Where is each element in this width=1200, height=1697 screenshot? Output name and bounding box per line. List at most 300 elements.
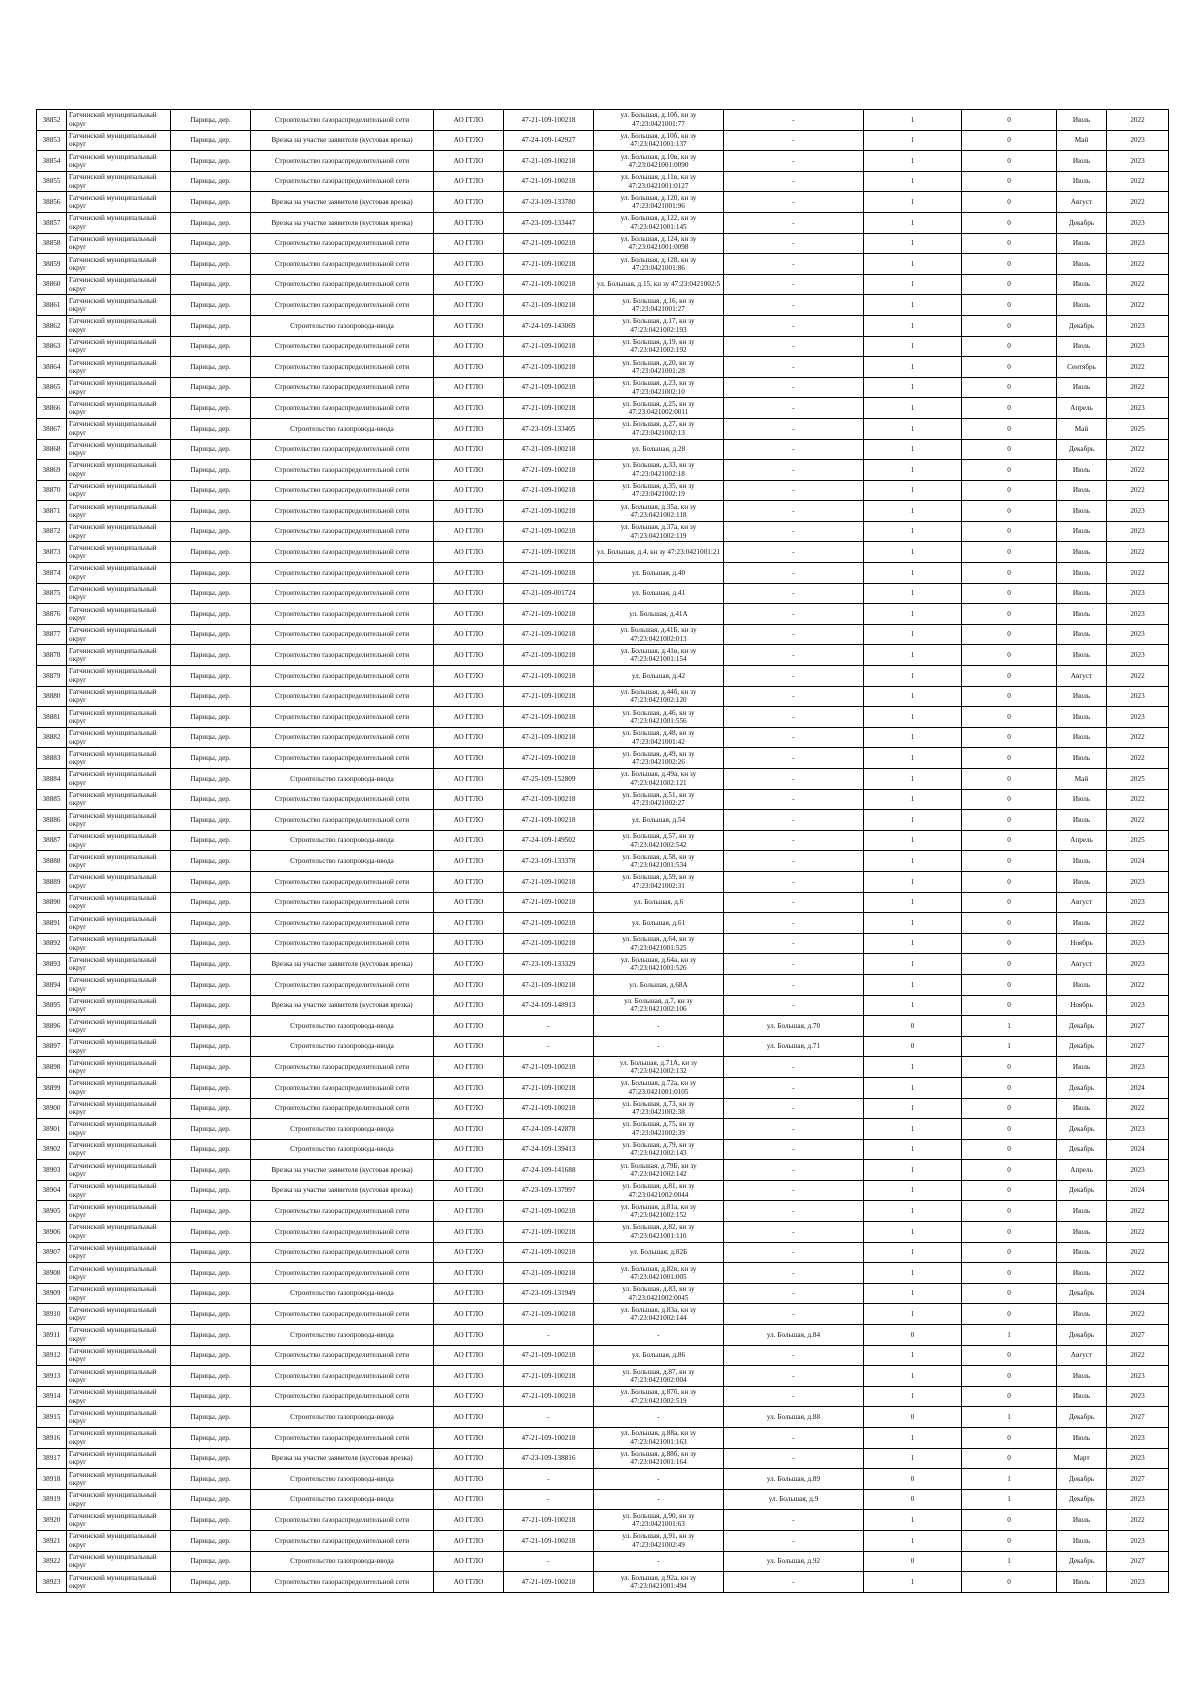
cell-address-connected: ул. Большая, д.49а, кн зу 47:23:0421002:121: [594, 769, 724, 790]
cell-contract-number: 47-21-109-100218: [504, 789, 594, 810]
cell-contract-number: 47-21-109-100218: [504, 666, 594, 687]
cell-address-connected: ул. Большая, д.25, кн зу 47:23:0421002:0011: [594, 398, 724, 419]
cell-settlement: Парицы, дер.: [171, 460, 251, 481]
cell-organization: АО ГГЛО: [434, 707, 504, 728]
cell-organization: АО ГГЛО: [434, 1160, 504, 1181]
cell-month: Июль: [1057, 171, 1107, 192]
cell-count-connected: 0: [864, 1036, 962, 1057]
cell-settlement: Парицы, дер.: [171, 892, 251, 913]
cell-organization: АО ГГЛО: [434, 1428, 504, 1449]
cell-month: Ноябрь: [1057, 933, 1107, 954]
cell-organization: АО ГГЛО: [434, 233, 504, 254]
cell-row-number: 38903: [37, 1160, 67, 1181]
cell-row-number: 38906: [37, 1222, 67, 1243]
cell-address-connected: ул. Большая, д.59, кн зу 47:23:0421002:31: [594, 871, 724, 892]
cell-year: 2022: [1107, 357, 1169, 378]
cell-month: Декабрь: [1057, 1407, 1107, 1428]
cell-address-planned: -: [724, 624, 864, 645]
cell-month: Июль: [1057, 542, 1107, 563]
cell-work-type: Строительство газораспределительной сети: [251, 1428, 434, 1449]
cell-count-connected: 1: [864, 604, 962, 625]
table-row: [37, 1510, 1169, 1531]
table-row: [37, 110, 1169, 131]
cell-row-number: 38874: [37, 563, 67, 584]
cell-work-type: Строительство газопровода-ввода: [251, 1119, 434, 1140]
cell-contract-number: -: [504, 1551, 594, 1572]
cell-address-connected: ул. Большая, д.41в, кн зу 47:23:0421001:154: [594, 645, 724, 666]
cell-year: 2024: [1107, 1139, 1169, 1160]
cell-address-connected: ул. Большая, д.88б, кн зу 47:23:0421001:164: [594, 1448, 724, 1469]
table-row: [37, 439, 1169, 460]
table-row: [37, 501, 1169, 522]
cell-contract-number: 47-21-109-100218: [504, 686, 594, 707]
cell-settlement: Парицы, дер.: [171, 563, 251, 584]
cell-month: Июль: [1057, 624, 1107, 645]
cell-address-planned: -: [724, 604, 864, 625]
table-row: [37, 1530, 1169, 1551]
cell-row-number: 38919: [37, 1489, 67, 1510]
cell-count-planned: 0: [962, 1366, 1057, 1387]
cell-row-number: 38876: [37, 604, 67, 625]
cell-year: 2022: [1107, 1222, 1169, 1243]
cell-organization: АО ГГЛО: [434, 1304, 504, 1325]
cell-count-connected: 1: [864, 501, 962, 522]
cell-work-type: Строительство газораспределительной сети: [251, 501, 434, 522]
cell-count-planned: 0: [962, 501, 1057, 522]
cell-row-number: 38882: [37, 727, 67, 748]
cell-organization: АО ГГЛО: [434, 1572, 504, 1593]
cell-organization: АО ГГЛО: [434, 377, 504, 398]
cell-address-connected: ул. Большая, д.61: [594, 913, 724, 934]
cell-address-planned: -: [724, 810, 864, 831]
table-row: [37, 871, 1169, 892]
cell-year: 2023: [1107, 1057, 1169, 1078]
cell-row-number: 38916: [37, 1428, 67, 1449]
cell-count-planned: 1: [962, 1016, 1057, 1037]
table-row: [37, 624, 1169, 645]
cell-month: Декабрь: [1057, 1077, 1107, 1098]
cell-count-planned: 1: [962, 1407, 1057, 1428]
cell-work-type: Строительство газораспределительной сети: [251, 1263, 434, 1284]
cell-organization: АО ГГЛО: [434, 954, 504, 975]
cell-settlement: Парицы, дер.: [171, 954, 251, 975]
cell-contract-number: 47-24-109-142927: [504, 130, 594, 151]
cell-settlement: Парицы, дер.: [171, 1263, 251, 1284]
cell-district: Гатчинский муниципальный округ: [67, 913, 171, 934]
cell-count-connected: 1: [864, 1345, 962, 1366]
cell-work-type: Строительство газораспределительной сети: [251, 233, 434, 254]
cell-settlement: Парицы, дер.: [171, 1036, 251, 1057]
cell-district: Гатчинский муниципальный округ: [67, 418, 171, 439]
cell-organization: АО ГГЛО: [434, 357, 504, 378]
cell-settlement: Парицы, дер.: [171, 604, 251, 625]
cell-year: 2022: [1107, 254, 1169, 275]
cell-row-number: 38921: [37, 1530, 67, 1551]
table-row: [37, 315, 1169, 336]
cell-row-number: 38918: [37, 1469, 67, 1490]
cell-organization: АО ГГЛО: [434, 1448, 504, 1469]
cell-row-number: 38907: [37, 1242, 67, 1263]
cell-settlement: Парицы, дер.: [171, 1139, 251, 1160]
cell-row-number: 38870: [37, 480, 67, 501]
cell-address-connected: ул. Большая, д.75, кн зу 47:23:0421002:39: [594, 1119, 724, 1140]
cell-organization: АО ГГЛО: [434, 1119, 504, 1140]
cell-year: 2023: [1107, 686, 1169, 707]
cell-row-number: 38923: [37, 1572, 67, 1593]
cell-address-planned: -: [724, 110, 864, 131]
cell-address-connected: ул. Большая, д.128, кн зу 47:23:0421001:86: [594, 254, 724, 275]
cell-count-connected: 1: [864, 542, 962, 563]
cell-organization: АО ГГЛО: [434, 192, 504, 213]
cell-contract-number: 47-21-109-100218: [504, 151, 594, 172]
cell-year: 2022: [1107, 1098, 1169, 1119]
cell-district: Гатчинский муниципальный округ: [67, 974, 171, 995]
cell-work-type: Строительство газораспределительной сети: [251, 171, 434, 192]
cell-contract-number: 47-21-109-100218: [504, 521, 594, 542]
cell-organization: АО ГГЛО: [434, 1489, 504, 1510]
cell-organization: АО ГГЛО: [434, 1180, 504, 1201]
cell-month: Июль: [1057, 1222, 1107, 1243]
cell-district: Гатчинский муниципальный округ: [67, 1016, 171, 1037]
cell-district: Гатчинский муниципальный округ: [67, 1386, 171, 1407]
cell-address-connected: ул. Большая, д.7, кн зу 47:23:0421002:106: [594, 995, 724, 1016]
cell-address-planned: -: [724, 295, 864, 316]
cell-district: Гатчинский муниципальный округ: [67, 871, 171, 892]
cell-district: Гатчинский муниципальный округ: [67, 460, 171, 481]
cell-year: 2023: [1107, 1386, 1169, 1407]
table-row: [37, 954, 1169, 975]
cell-organization: АО ГГЛО: [434, 748, 504, 769]
cell-year: 2023: [1107, 151, 1169, 172]
cell-address-connected: ул. Большая, д.35а, кн зу 47:23:0421002:118: [594, 501, 724, 522]
cell-organization: АО ГГЛО: [434, 398, 504, 419]
cell-address-planned: -: [724, 1448, 864, 1469]
cell-work-type: Строительство газораспределительной сети: [251, 1057, 434, 1078]
cell-contract-number: 47-21-109-100218: [504, 110, 594, 131]
cell-address-connected: -: [594, 1489, 724, 1510]
cell-month: Апрель: [1057, 398, 1107, 419]
cell-district: Гатчинский муниципальный округ: [67, 542, 171, 563]
cell-district: Гатчинский муниципальный округ: [67, 933, 171, 954]
cell-count-connected: 1: [864, 686, 962, 707]
cell-row-number: 38889: [37, 871, 67, 892]
cell-year: 2022: [1107, 789, 1169, 810]
cell-work-type: Строительство газопровода-ввода: [251, 851, 434, 872]
cell-address-planned: -: [724, 1366, 864, 1387]
cell-settlement: Парицы, дер.: [171, 707, 251, 728]
cell-year: 2023: [1107, 1366, 1169, 1387]
table-row: [37, 254, 1169, 275]
cell-address-connected: ул. Большая, д.122, кн зу 47:23:0421001:145: [594, 212, 724, 233]
cell-settlement: Парицы, дер.: [171, 1510, 251, 1531]
cell-address-connected: ул. Большая, д.35, кн зу 47:23:0421002:19: [594, 480, 724, 501]
cell-address-connected: ул. Большая, д.86: [594, 1345, 724, 1366]
cell-row-number: 38922: [37, 1551, 67, 1572]
cell-row-number: 38860: [37, 274, 67, 295]
cell-count-connected: 1: [864, 933, 962, 954]
cell-count-planned: 0: [962, 254, 1057, 275]
table-row: [37, 1469, 1169, 1490]
cell-settlement: Парицы, дер.: [171, 1283, 251, 1304]
cell-settlement: Парицы, дер.: [171, 1407, 251, 1428]
cell-count-connected: 1: [864, 1057, 962, 1078]
table-row: [37, 151, 1169, 172]
cell-work-type: Врезка на участке заявителя (кустовая врезка): [251, 1180, 434, 1201]
cell-year: 2024: [1107, 851, 1169, 872]
cell-work-type: Строительство газораспределительной сети: [251, 274, 434, 295]
cell-count-connected: 1: [864, 1180, 962, 1201]
cell-row-number: 38905: [37, 1201, 67, 1222]
cell-month: Июль: [1057, 151, 1107, 172]
cell-address-connected: ул. Большая, д.68А: [594, 974, 724, 995]
table-row: [37, 1098, 1169, 1119]
cell-year: 2022: [1107, 377, 1169, 398]
cell-count-planned: 0: [962, 521, 1057, 542]
cell-address-connected: ул. Большая, д.79, кн зу 47:23:0421002:143: [594, 1139, 724, 1160]
cell-contract-number: -: [504, 1016, 594, 1037]
cell-count-planned: 0: [962, 974, 1057, 995]
table-row: [37, 1057, 1169, 1078]
cell-contract-number: 47-21-109-100218: [504, 295, 594, 316]
cell-contract-number: 47-25-109-152809: [504, 769, 594, 790]
cell-count-connected: 1: [864, 233, 962, 254]
cell-row-number: 38898: [37, 1057, 67, 1078]
cell-count-connected: 1: [864, 521, 962, 542]
cell-district: Гатчинский муниципальный округ: [67, 1263, 171, 1284]
cell-month: Июль: [1057, 233, 1107, 254]
cell-count-planned: 0: [962, 1139, 1057, 1160]
cell-district: Гатчинский муниципальный округ: [67, 357, 171, 378]
cell-row-number: 38879: [37, 666, 67, 687]
cell-month: Декабрь: [1057, 1180, 1107, 1201]
cell-count-planned: 1: [962, 1036, 1057, 1057]
cell-settlement: Парицы, дер.: [171, 171, 251, 192]
cell-count-planned: 1: [962, 1325, 1057, 1346]
table-row: [37, 357, 1169, 378]
cell-settlement: Парицы, дер.: [171, 1180, 251, 1201]
cell-organization: АО ГГЛО: [434, 1551, 504, 1572]
cell-district: Гатчинский муниципальный округ: [67, 583, 171, 604]
cell-address-planned: -: [724, 521, 864, 542]
cell-count-connected: 1: [864, 418, 962, 439]
cell-row-number: 38920: [37, 1510, 67, 1531]
cell-count-connected: 1: [864, 1119, 962, 1140]
cell-work-type: Строительство газораспределительной сети: [251, 624, 434, 645]
cell-settlement: Парицы, дер.: [171, 1448, 251, 1469]
cell-district: Гатчинский муниципальный округ: [67, 1572, 171, 1593]
cell-count-connected: 1: [864, 1160, 962, 1181]
cell-address-planned: -: [724, 233, 864, 254]
cell-work-type: Строительство газораспределительной сети: [251, 1077, 434, 1098]
cell-row-number: 38877: [37, 624, 67, 645]
cell-count-planned: 0: [962, 810, 1057, 831]
cell-row-number: 38900: [37, 1098, 67, 1119]
cell-address-planned: -: [724, 933, 864, 954]
cell-address-connected: ул. Большая, д.92а, кн зу 47:23:0421001:494: [594, 1572, 724, 1593]
cell-row-number: 38871: [37, 501, 67, 522]
cell-contract-number: 47-21-109-100218: [504, 892, 594, 913]
cell-row-number: 38852: [37, 110, 67, 131]
cell-count-planned: 0: [962, 1345, 1057, 1366]
cell-row-number: 38857: [37, 212, 67, 233]
cell-organization: АО ГГЛО: [434, 789, 504, 810]
cell-month: Июль: [1057, 1386, 1107, 1407]
cell-address-connected: ул. Большая, д.73, кн зу 47:23:0421002:38: [594, 1098, 724, 1119]
cell-work-type: Строительство газопровода-ввода: [251, 315, 434, 336]
cell-contract-number: 47-24-109-149502: [504, 830, 594, 851]
cell-year: 2023: [1107, 233, 1169, 254]
cell-row-number: 38856: [37, 192, 67, 213]
cell-settlement: Парицы, дер.: [171, 130, 251, 151]
cell-address-planned: -: [724, 1077, 864, 1098]
cell-contract-number: 47-24-109-142878: [504, 1119, 594, 1140]
cell-row-number: 38864: [37, 357, 67, 378]
cell-district: Гатчинский муниципальный округ: [67, 769, 171, 790]
cell-count-planned: 0: [962, 1263, 1057, 1284]
cell-work-type: Строительство газораспределительной сети: [251, 377, 434, 398]
cell-month: Июль: [1057, 563, 1107, 584]
cell-district: Гатчинский муниципальный округ: [67, 1407, 171, 1428]
cell-settlement: Парицы, дер.: [171, 398, 251, 419]
cell-row-number: 38872: [37, 521, 67, 542]
table-row: [37, 892, 1169, 913]
cell-address-planned: -: [724, 1160, 864, 1181]
cell-address-connected: -: [594, 1551, 724, 1572]
cell-address-connected: ул. Большая, д.87, кн зу 47:23:0421002:004: [594, 1366, 724, 1387]
cell-year: 2022: [1107, 439, 1169, 460]
table-row: [37, 1263, 1169, 1284]
cell-count-planned: 0: [962, 913, 1057, 934]
cell-row-number: 38913: [37, 1366, 67, 1387]
cell-row-number: 38917: [37, 1448, 67, 1469]
table-row: [37, 1304, 1169, 1325]
cell-count-connected: 1: [864, 130, 962, 151]
cell-month: Июль: [1057, 480, 1107, 501]
cell-district: Гатчинский муниципальный округ: [67, 1530, 171, 1551]
cell-district: Гатчинский муниципальный округ: [67, 1139, 171, 1160]
cell-count-connected: 1: [864, 171, 962, 192]
cell-address-connected: ул. Большая, д.40: [594, 563, 724, 584]
cell-address-planned: ул. Большая, д.92: [724, 1551, 864, 1572]
cell-work-type: Строительство газораспределительной сети: [251, 1304, 434, 1325]
cell-contract-number: 47-24-109-148913: [504, 995, 594, 1016]
cell-row-number: 38896: [37, 1016, 67, 1037]
table-row: [37, 377, 1169, 398]
cell-count-connected: 1: [864, 1242, 962, 1263]
cell-count-planned: 0: [962, 1448, 1057, 1469]
cell-organization: АО ГГЛО: [434, 851, 504, 872]
cell-district: Гатчинский муниципальный округ: [67, 1119, 171, 1140]
cell-address-connected: ул. Большая, д.41А: [594, 604, 724, 625]
cell-work-type: Строительство газораспределительной сети: [251, 666, 434, 687]
cell-organization: АО ГГЛО: [434, 130, 504, 151]
cell-year: 2023: [1107, 1428, 1169, 1449]
cell-work-type: Строительство газораспределительной сети: [251, 1572, 434, 1593]
cell-address-planned: -: [724, 974, 864, 995]
cell-district: Гатчинский муниципальный округ: [67, 295, 171, 316]
cell-settlement: Парицы, дер.: [171, 1201, 251, 1222]
cell-district: Гатчинский муниципальный округ: [67, 1551, 171, 1572]
cell-count-planned: 0: [962, 233, 1057, 254]
cell-settlement: Парицы, дер.: [171, 748, 251, 769]
cell-count-connected: 1: [864, 1530, 962, 1551]
cell-year: 2024: [1107, 1180, 1169, 1201]
cell-address-connected: ул. Большая, д.72а, кн зу 47:23:0421001:0105: [594, 1077, 724, 1098]
cell-contract-number: 47-21-109-100218: [504, 871, 594, 892]
cell-row-number: 38865: [37, 377, 67, 398]
cell-address-connected: ул. Большая, д.71А, кн зу 47:23:0421002:132: [594, 1057, 724, 1078]
table-row: [37, 336, 1169, 357]
cell-organization: АО ГГЛО: [434, 212, 504, 233]
cell-month: Июль: [1057, 913, 1107, 934]
cell-month: Июль: [1057, 1366, 1107, 1387]
cell-address-planned: -: [724, 769, 864, 790]
cell-district: Гатчинский муниципальный округ: [67, 521, 171, 542]
cell-address-planned: -: [724, 439, 864, 460]
cell-contract-number: -: [504, 1325, 594, 1346]
cell-count-connected: 1: [864, 1263, 962, 1284]
cell-work-type: Строительство газораспределительной сети: [251, 1366, 434, 1387]
cell-year: 2022: [1107, 810, 1169, 831]
cell-count-connected: 1: [864, 1428, 962, 1449]
cell-contract-number: 47-21-109-100218: [504, 1242, 594, 1263]
cell-contract-number: 47-21-109-100218: [504, 810, 594, 831]
cell-district: Гатчинский муниципальный округ: [67, 624, 171, 645]
cell-organization: АО ГГЛО: [434, 1530, 504, 1551]
cell-settlement: Парицы, дер.: [171, 542, 251, 563]
cell-count-planned: 0: [962, 1119, 1057, 1140]
cell-organization: АО ГГЛО: [434, 171, 504, 192]
cell-work-type: Строительство газопровода-ввода: [251, 769, 434, 790]
cell-count-planned: 0: [962, 769, 1057, 790]
cell-count-connected: 1: [864, 460, 962, 481]
cell-count-planned: 0: [962, 789, 1057, 810]
cell-district: Гатчинский муниципальный округ: [67, 1304, 171, 1325]
cell-contract-number: 47-21-109-100218: [504, 1201, 594, 1222]
cell-month: Декабрь: [1057, 1139, 1107, 1160]
cell-count-planned: 0: [962, 645, 1057, 666]
cell-count-connected: 1: [864, 295, 962, 316]
cell-count-connected: 0: [864, 1489, 962, 1510]
cell-count-planned: 0: [962, 1057, 1057, 1078]
cell-district: Гатчинский муниципальный округ: [67, 233, 171, 254]
cell-district: Гатчинский муниципальный округ: [67, 336, 171, 357]
cell-month: Май: [1057, 769, 1107, 790]
table-row: [37, 274, 1169, 295]
cell-address-planned: ул. Большая, д.84: [724, 1325, 864, 1346]
cell-address-planned: -: [724, 254, 864, 275]
table-row: [37, 171, 1169, 192]
cell-row-number: 38892: [37, 933, 67, 954]
table-row: [37, 583, 1169, 604]
cell-organization: АО ГГЛО: [434, 1139, 504, 1160]
cell-address-connected: ул. Большая, д.82в, кн зу 47:23:0421001:005: [594, 1263, 724, 1284]
cell-row-number: 38895: [37, 995, 67, 1016]
cell-address-connected: ул. Большая, д.46, кн зу 47:23:0421001:556: [594, 707, 724, 728]
cell-organization: АО ГГЛО: [434, 913, 504, 934]
cell-contract-number: 47-23-109-133378: [504, 851, 594, 872]
cell-address-connected: ул. Большая, д.83, кн зу 47:23:0421002:0045: [594, 1283, 724, 1304]
cell-organization: АО ГГЛО: [434, 769, 504, 790]
cell-district: Гатчинский муниципальный округ: [67, 254, 171, 275]
cell-month: Июль: [1057, 1572, 1107, 1593]
cell-address-planned: -: [724, 398, 864, 419]
cell-month: Июль: [1057, 336, 1107, 357]
cell-organization: АО ГГЛО: [434, 1263, 504, 1284]
cell-address-connected: ул. Большая, д.27, кн зу 47:23:0421002:13: [594, 418, 724, 439]
cell-work-type: Строительство газопровода-ввода: [251, 1036, 434, 1057]
cell-year: 2023: [1107, 954, 1169, 975]
